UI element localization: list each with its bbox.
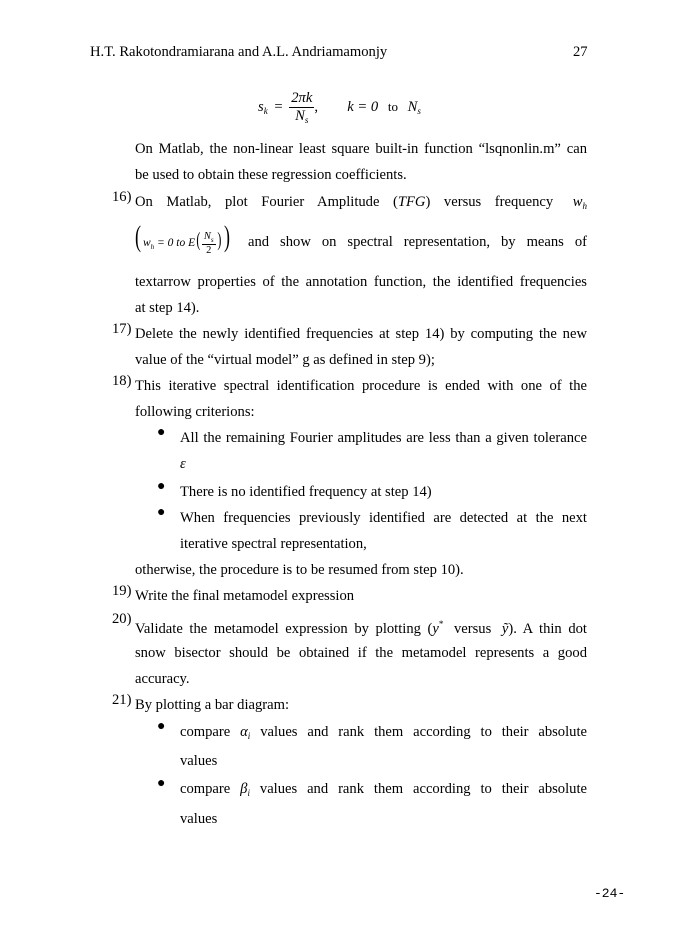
step-20-line-2: snow bisector should be obtained if the metamodel represents a good: [135, 645, 587, 661]
step-21-bullet-1-line-1: [180, 719, 587, 749]
step-18-line-2: following criterions:: [135, 404, 255, 420]
compare-word: compare: [180, 781, 231, 797]
step-16-condition: ( $w_h = 0$ to E( $\frac{N_s}{2}$ ) ): [135, 220, 231, 256]
step-21-text: By plotting a bar diagram:: [135, 697, 290, 713]
freq-var: w: [572, 194, 583, 210]
bullet-dot-icon: ●: [157, 479, 166, 494]
step-16-line-1-text: On Matlab, plot Fourier Amplitude (: [135, 194, 398, 210]
step-19-text: Write the final metamodel expression: [135, 588, 355, 604]
compare-word: compare: [180, 724, 231, 740]
step-16-line-4: at step 14).: [135, 300, 200, 316]
alpha-symbol: α: [240, 724, 248, 740]
step-16-line-3: textarrow properties of the annotation function, the identified frequencies: [135, 274, 587, 290]
step-21-number: 21): [112, 692, 132, 708]
equation-numerator: 2πk: [291, 90, 313, 106]
step-18-bullet-1-line-2: ε: [180, 456, 186, 472]
cond-fraction: [202, 231, 216, 256]
equation-range-end: N: [407, 98, 418, 115]
intro-line-1: On Matlab, the non-linear least square built-in function “lsqnonlin.m” can: [135, 141, 587, 157]
bullet-dot-icon: ●: [157, 719, 166, 734]
intro-line-2: be used to obtain these regression coefficients.: [135, 167, 407, 183]
y-star: y: [432, 621, 439, 637]
equation-fraction: [289, 90, 314, 125]
step-18-number: 18): [112, 373, 132, 389]
running-header-page-number: 27: [573, 44, 588, 60]
equation-sk: $s_k$ = $\frac{2\pi k}{N_s}$ , k = 0 to $N_s$: [258, 90, 421, 125]
step-17-line-2: value of the “virtual model” g as defined in step 9);: [135, 352, 435, 368]
cond-num: N: [203, 230, 211, 242]
beta-symbol: β: [240, 781, 248, 797]
step-18-bullet-2: There is no identified frequency at step 14): [180, 484, 432, 500]
beta-sub: i: [247, 788, 250, 798]
step-16-line-1: [135, 189, 587, 219]
equation-range: k = 0: [347, 98, 379, 115]
equation-range-end-sub: s: [417, 105, 421, 116]
step-18-bullet-3-line-2: iterative spectral representation,: [180, 536, 367, 552]
step-21-bullet-2-rest: values and rank them according to their absolute: [259, 781, 587, 797]
cond-var: w: [143, 237, 151, 249]
alpha-sub: i: [247, 731, 251, 741]
tfg-label: TFG: [397, 194, 426, 210]
equation-to: to: [387, 98, 398, 114]
cond-den: 2: [206, 244, 212, 256]
step-20-line-1: [135, 611, 587, 642]
step-18-bullet-1-line-1: All the remaining Fourier amplitudes are less than a given tolerance: [180, 430, 587, 446]
step-19-number: 19): [112, 583, 132, 599]
step-20-line-1-end: ). A thin dot: [508, 621, 587, 637]
bullet-dot-icon: ●: [157, 776, 166, 791]
running-header-authors: H.T. Rakotondramiarana and A.L. Andriamamonjy: [90, 44, 388, 60]
equation-denominator: N: [295, 108, 305, 124]
step-18-bullet-3-line-1: When frequencies previously identified are detected at the next: [180, 510, 587, 526]
cond-num-sub: s: [210, 235, 214, 244]
step-21-bullet-1-line-2: values: [180, 753, 218, 769]
step-21-bullet-1-rest: values and rank them according to their absolute: [260, 724, 587, 740]
bullet-dot-icon: ●: [157, 505, 166, 520]
step-20-line-3: accuracy.: [135, 671, 190, 687]
equation-lhs: s: [258, 98, 264, 115]
equation-denominator-sub: s: [304, 115, 309, 125]
step-16-line-2: and show on spectral representation, by means of: [248, 234, 587, 250]
step-17-number: 17): [112, 321, 132, 337]
freq-var-sub: h: [582, 201, 587, 211]
cond-var-sub: h: [150, 243, 155, 251]
step-21-bullet-2-line-2: values: [180, 811, 218, 827]
y-tilde: ỹ: [501, 621, 509, 637]
footer-page-marker: -24-: [594, 886, 626, 901]
equation-lhs-sub: k: [263, 105, 268, 116]
step-16-number: 16): [112, 189, 132, 205]
step-18-line-1: This iterative spectral identification procedure is ended with one of the: [135, 378, 587, 394]
versus-word: versus: [453, 621, 492, 637]
step-17-line-1: Delete the newly identified frequencies at step 14) by computing the new: [135, 326, 587, 342]
step-20-number: 20): [112, 611, 132, 627]
bullet-dot-icon: ●: [157, 425, 166, 440]
step-21-bullet-2-line-1: [180, 776, 587, 806]
step-20-line-1-start: Validate the metamodel expression by plotting (: [135, 621, 433, 637]
cond-eq: = 0 to E: [157, 237, 196, 249]
step-16-line-1-after: ) versus frequency: [425, 194, 554, 210]
step-18-otherwise: otherwise, the procedure is to be resumed from step 10).: [135, 562, 464, 578]
y-star-sup: *: [438, 619, 444, 629]
